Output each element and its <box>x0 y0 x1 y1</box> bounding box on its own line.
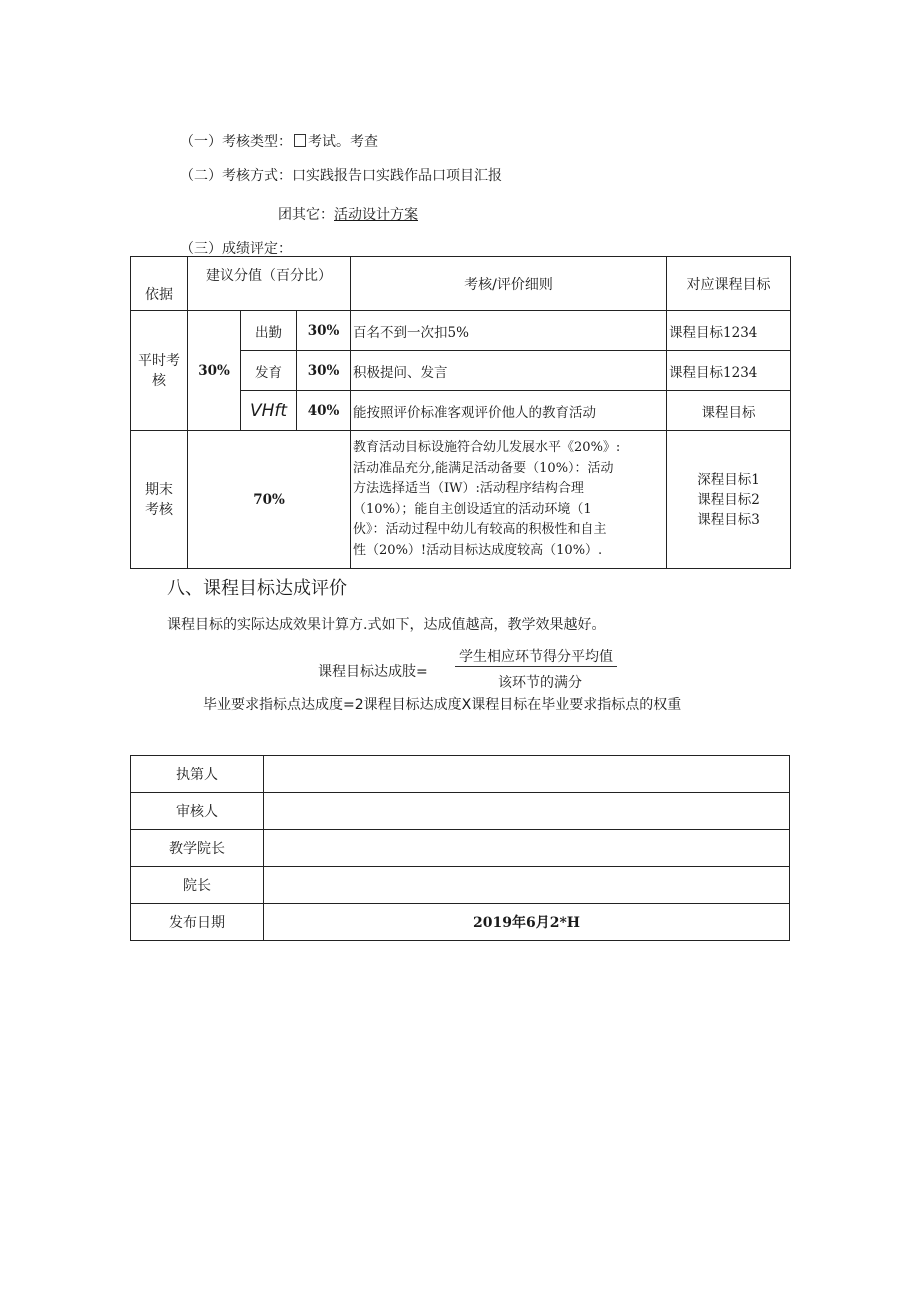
table-row <box>131 756 790 793</box>
sign-value <box>264 867 790 904</box>
sign-value <box>264 830 790 867</box>
formula-lhs: 课程目标达成肢= <box>318 664 428 680</box>
regular-weight: 30% <box>188 311 241 431</box>
formula-2: 毕业要求指标点达成度=2课程目标达成度X课程目标在毕业要求指标点的权重 <box>203 697 682 713</box>
sign-label: 发布日期 <box>131 904 264 941</box>
item-rule: 百名不到一次扣5% <box>351 311 667 351</box>
checkbox-icon <box>294 134 306 147</box>
sign-label: 教学院长 <box>131 830 264 867</box>
item-target: 课程目标1234 <box>667 351 791 391</box>
header-score: 建议分值（百分比） <box>188 257 351 311</box>
section-intro: 课程目标的实际达成效果计算方.式如下，达成值越高，教学效果越好。 <box>167 617 606 633</box>
item-rule: 能按照评价标准客观评价他人的教育活动 <box>351 391 667 431</box>
table-row <box>131 431 791 569</box>
final-targets: 深程目标1 课程目标2 课程目标3 <box>667 431 791 569</box>
table-row <box>131 311 791 351</box>
table-row <box>131 904 790 941</box>
item-pct: 30% <box>297 351 351 391</box>
assessment-other-line: 团其它：活动设计方案 <box>278 207 418 223</box>
grade-table-header-row <box>131 257 791 311</box>
final-rules: 教育活动目标设施符合幼儿发展水平《20%》: 活动准品充分,能满足活动备要（10%）：活动 方法选择适当（IW）:活动程序结构合理 （10%）；能自主创设适宜的活动环境（1 伙》：活动过程中幼儿有较高的积极性和自主 性（20%）!活动目标达成度较高（10%）. <box>351 431 667 569</box>
item-label: 出勤 <box>241 311 297 351</box>
header-basis: 依据 <box>131 257 188 311</box>
regular-label: 平时考核 <box>131 311 188 431</box>
table-row <box>131 830 790 867</box>
item-pct: 30% <box>297 311 351 351</box>
sign-value <box>264 793 790 830</box>
sign-label: 执第人 <box>131 756 264 793</box>
item-label: VHft <box>241 391 297 431</box>
grade-table <box>130 256 791 569</box>
header-rules: 考核/评价细则 <box>351 257 667 311</box>
final-weight: 70% <box>188 431 351 569</box>
sign-value <box>264 756 790 793</box>
assessment-type-line: （一）考核类型： 考试。考查 <box>180 134 378 150</box>
section-title: 八、课程目标达成评价 <box>167 578 347 599</box>
item-target: 课程目标 <box>667 391 791 431</box>
release-date: 2019年6月2*H <box>264 904 790 941</box>
table-row <box>131 867 790 904</box>
formula-denominator: 该环节的满分 <box>498 675 582 691</box>
formula-fraction <box>455 646 617 666</box>
item-target: 课程目标1234 <box>667 311 791 351</box>
sign-label: 审核人 <box>131 793 264 830</box>
other-value: 活动设计方案 <box>334 207 418 223</box>
item-rule: 积极提问、发言 <box>351 351 667 391</box>
sign-table <box>130 755 790 941</box>
sign-label: 院长 <box>131 867 264 904</box>
table-row <box>131 793 790 830</box>
formula-numerator: 学生相应环节得分平均值 <box>455 649 617 667</box>
assessment-method-line: （二）考核方式：口实践报告口实践作品口项目汇报 <box>180 168 502 184</box>
final-label: 期末考核 <box>131 431 188 569</box>
grading-title: （三）成绩评定： <box>180 241 292 257</box>
item-label: 发育 <box>241 351 297 391</box>
item-pct: 40% <box>297 391 351 431</box>
header-target: 对应课程目标 <box>667 257 791 311</box>
